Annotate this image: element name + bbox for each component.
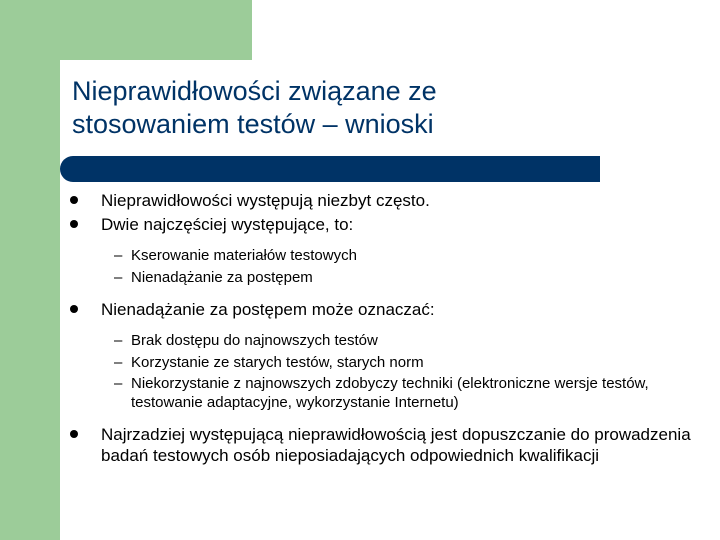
bullet-text: Najrzadziej występującą nieprawidłowością jest dopuszczanie do prowadzenia badań testowych osób nieposiadających odpowiednich kwalifikacji	[101, 425, 691, 465]
slide-title	[72, 75, 692, 141]
dash-icon: –	[114, 375, 123, 392]
sub-bullet-text: Brak dostępu do najnowszych testów	[131, 332, 378, 349]
slide-content	[70, 190, 700, 466]
sub-bullet-text: Niekorzystanie z najnowszych zdobyczy techniki (elektroniczne wersje testów, testowanie adaptacyjne, wykorzystanie Internetu)	[131, 375, 649, 411]
sub-bullet-text: Kserowanie materiałów testowych	[131, 247, 357, 264]
bullet-dot-icon	[70, 430, 78, 438]
sub-bullet-item	[70, 332, 700, 351]
dash-icon: –	[114, 353, 123, 371]
bullet-text: Nienadążanie za postępem może oznaczać:	[101, 300, 435, 319]
sub-bullet-item	[70, 354, 700, 373]
bullet-dot-icon	[70, 220, 78, 228]
sub-bullet-item	[70, 247, 700, 266]
bullet-dot-icon	[70, 196, 78, 204]
bullet-item	[70, 424, 700, 466]
title-underline-bar	[60, 156, 600, 182]
bullet-item	[70, 299, 700, 320]
dash-icon: –	[114, 332, 123, 349]
sub-bullet-item	[70, 375, 700, 412]
sub-bullet-item	[70, 269, 700, 288]
decorative-green-header-block	[60, 0, 252, 60]
bullet-text: Dwie najczęściej występujące, to:	[101, 215, 354, 234]
slide-title-line-2: stosowaniem testów – wnioski	[72, 109, 434, 139]
bullet-text: Nieprawidłowości występują niezbyt często.	[101, 191, 430, 210]
sub-bullet-text: Nienadążanie za postępem	[131, 268, 313, 286]
sub-bullet-text: Korzystanie ze starych testów, starych norm	[131, 353, 424, 371]
bullet-item	[70, 190, 700, 211]
slide-title-line-1: Nieprawidłowości związane ze	[72, 76, 437, 106]
bullet-item	[70, 214, 700, 235]
dash-icon: –	[114, 268, 123, 286]
decorative-green-sidebar	[0, 0, 60, 540]
dash-icon: –	[114, 247, 123, 264]
bullet-dot-icon	[70, 305, 78, 313]
